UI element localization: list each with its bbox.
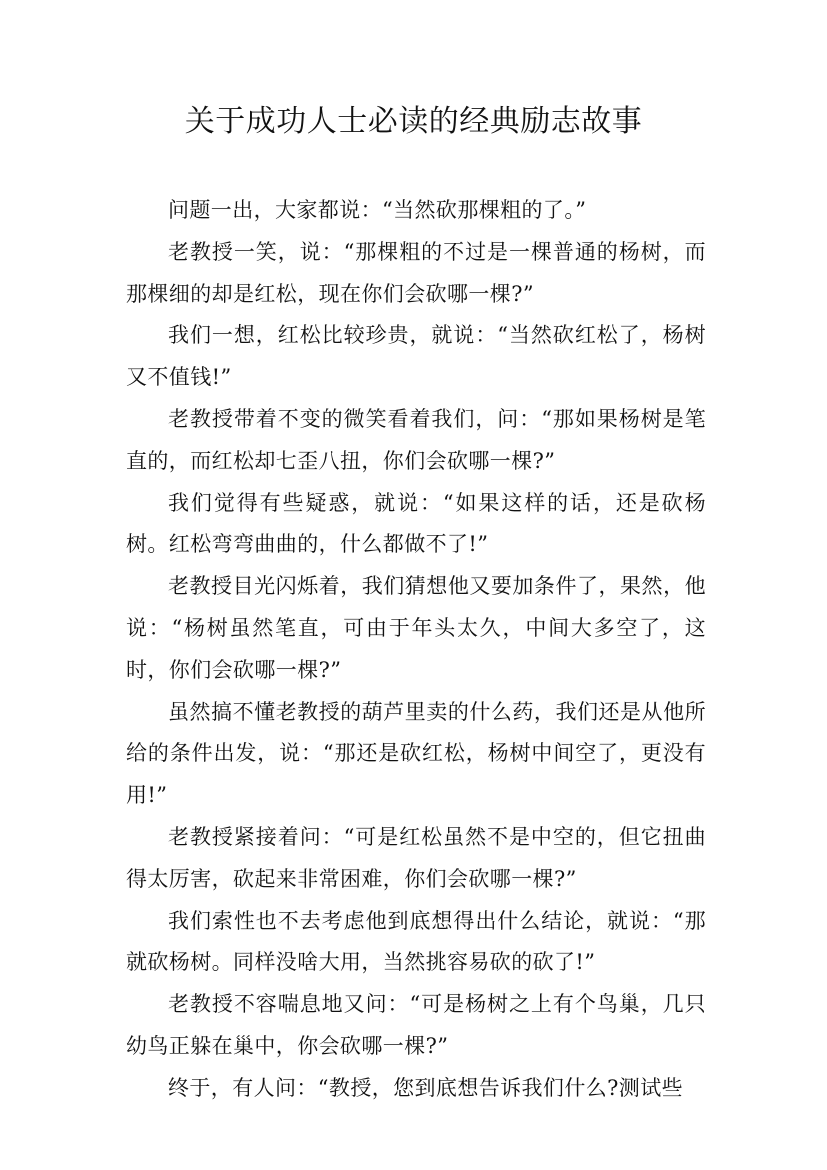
paragraph: 虽然搞不懂老教授的葫芦里卖的什么药，我们还是从他所给的条件出发，说：“那还是砍红松，杨树中间空了，更没有用!” [126, 699, 706, 808]
paragraph: 终于，有人问：“教授，您到底想告诉我们什么?测试些 [168, 1075, 683, 1100]
document-title: 关于成功人士必读的经典励志故事 [184, 104, 643, 139]
paragraph: 我们一想，红松比较珍贵，就说：“当然砍红松了，杨树又不值钱!” [126, 323, 706, 390]
paragraph: 老教授紧接着问：“可是红松虽然不是中空的，但它扭曲得太厉害，砍起来非常困难，你们会砍哪一棵?” [126, 824, 706, 891]
paragraph: 老教授一笑，说：“那棵粗的不过是一棵普通的杨树，而那棵细的却是红松，现在你们会砍哪一棵?” [126, 239, 706, 306]
document-body [126, 190, 706, 1110]
paragraph: 老教授不容喘息地又问：“可是杨树之上有个鸟巢，几只幼鸟正躲在巢中，你会砍哪一棵?” [126, 992, 706, 1058]
paragraph: 问题一出，大家都说：“当然砍那棵粗的了。” [168, 198, 587, 222]
paragraph: 老教授目光闪烁着，我们猜想他又要加条件了，果然，他说：“杨树虽然笔直，可由于年头太久，中间大多空了，这时，你们会砍哪一棵?” [126, 574, 706, 682]
paragraph: 我们索性也不去考虑他到底想得出什么结论，就说：“那就砍杨树。同样没啥大用，当然挑容易砍的砍了!” [126, 908, 706, 975]
paragraph: 我们觉得有些疑惑，就说：“如果这样的话，还是砍杨树。红松弯弯曲曲的，什么都做不了!” [126, 490, 706, 557]
paragraph: 老教授带着不变的微笑看着我们，问：“那如果杨树是笔直的，而红松却七歪八扭，你们会砍哪一棵?” [126, 406, 706, 473]
